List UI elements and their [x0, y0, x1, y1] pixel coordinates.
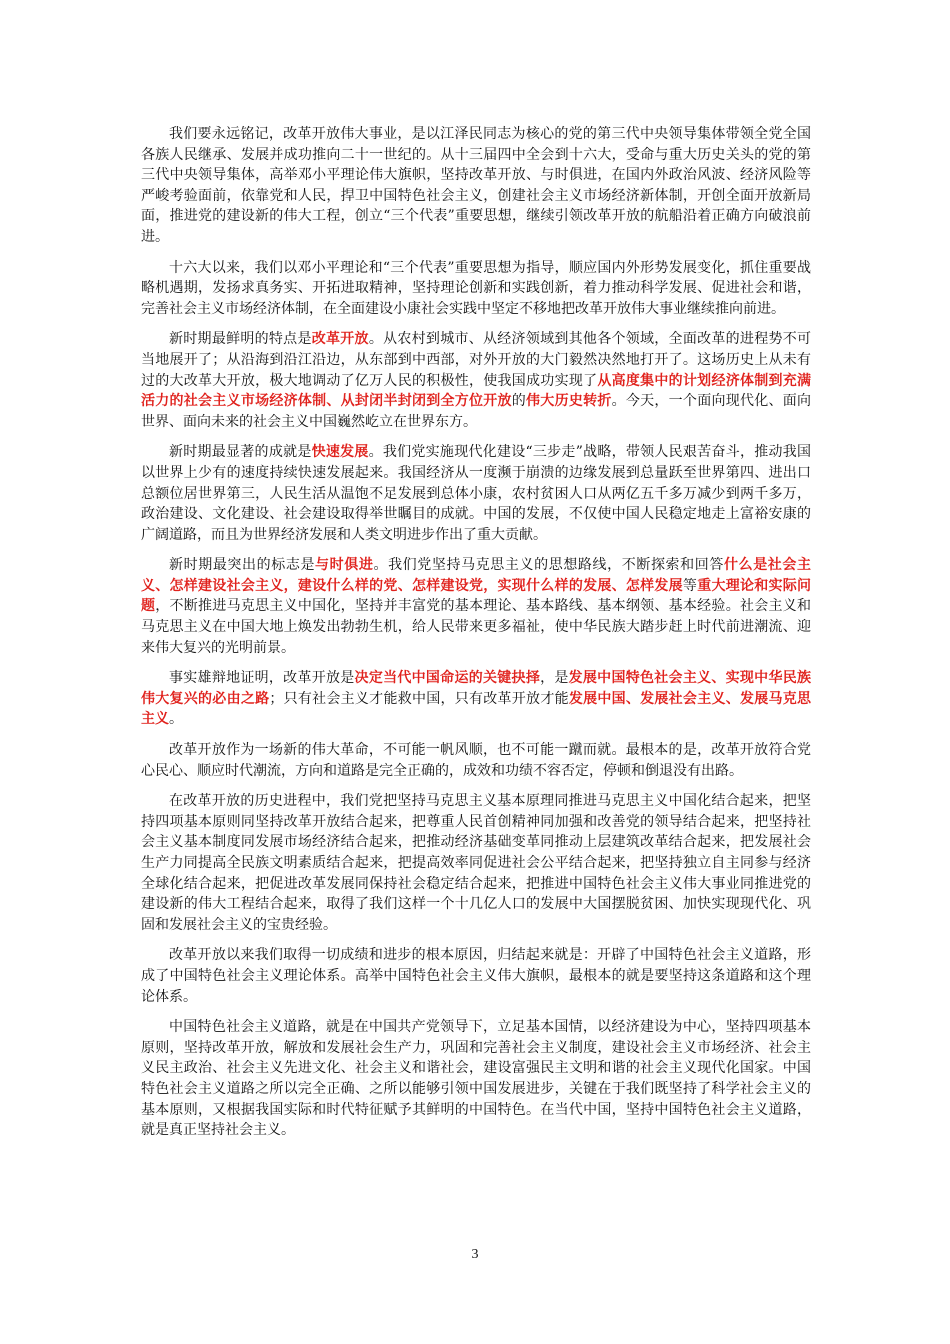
text-run: 等	[682, 577, 698, 594]
highlighted-text: 发展中国特色社会主义、实现中华民族伟大复兴的必由之路	[141, 670, 812, 707]
paragraph-10	[141, 1017, 811, 1141]
paragraph-8	[141, 791, 811, 935]
highlighted-text: 决定当代中国命运的关键抉择	[354, 670, 541, 687]
highlighted-text: 与时俱进	[315, 557, 374, 574]
paragraph-4	[141, 442, 811, 545]
highlighted-text: 改革开放	[311, 331, 369, 348]
text-run: 新时期最鲜明的特点是	[169, 331, 312, 348]
text-run: 中国特色社会主义道路，就是在中国共产党领导下，立足基本国情，以经济建设为中心，坚持四项基本原则，坚持改革开放，解放和发展社会生产力，巩固和完善社会主义制度，建设社会主义市场经济、社会主义民主政治、社会主义先进文化、社会主义和谐社会，建设富强民主文明和谐的社会主义现代化国家。中国特色社会主义道路之所以完全正确、之所以能够引领中国发展进步，关键在于我们既坚持了科学社会主义的基本原则，又根据我国实际和时代特征赋予其鲜明的中国特色。在当代中国，坚持中国特色社会主义道路，就是真正坚持社会主义。	[141, 1019, 811, 1139]
text-run: 十六大以来，我们以邓小平理论和“三个代表”重要思想为指导，顺应国内外形势发展变化，抓住重要战略机遇期，发扬求真务实、开拓进取精神，坚持理论创新和实践创新，着力推动科学发展、促进社会和谐，完善社会主义市场经济体制，在全面建设小康社会实践中坚定不移地把改革开放伟大事业继续推向前进。	[141, 259, 811, 317]
highlighted-text: 快速发展	[311, 444, 369, 461]
paragraph-7	[141, 740, 811, 781]
text-run: 事实雄辩地证明，改革开放是	[169, 670, 355, 687]
highlighted-text: 伟大历史转折	[526, 393, 612, 410]
text-run: 。我们党坚持马克思主义的思想路线，不断探索和回答	[373, 557, 724, 574]
text-run: 在改革开放的历史进程中，我们党把坚持马克思主义基本原理同推进马克思主义中国化结合起来，把坚持四项基本原则同坚持改革开放结合起来，把尊重人民首创精神同加强和改善党的领导结合起来，把坚持社会主义基本制度同发展市场经济结合起来，把推动经济基础变革同推动上层建筑改革结合起来，把发展社会生产力同提高全民族文明素质结合起来，把提高效率同促进社会公平结合起来，把坚持独立自主同参与经济全球化结合起来，把促进改革发展同保持社会稳定结合起来，把推进中国特色社会主义伟大事业同推进党的建设新的伟大工程结合起来，取得了我们这样一个十几亿人口的发展中大国摆脱贫困、加快实现现代化、巩固和发展社会主义的宝贵经验。	[141, 793, 811, 933]
paragraph-3	[141, 329, 811, 432]
text-run: 。	[169, 711, 183, 728]
text-run: 。从农村到城市、从经济领域到其他各个领域，全面改革的进程势不可当地展开了；从沿海到沿江沿边，从东部到中西部，对外开放的大门毅然决然地打开了。这场历史上从未有过的大改革大开放，极大地调动了亿万人民的积极性，使我国成功实现了	[141, 331, 812, 389]
text-run: 。我们党实施现代化建设“三步走”战略，带领人民艰苦奋斗，推动我国以世界上少有的速度持续快速发展起来。我国经济从一度濒于崩溃的边缘发展到总量跃至世界第四、进出口总额位居世界第三，人民生活从温饱不足发展到总体小康，农村贫困人口从两亿五千多万减少到两千多万，政治建设、文化建设、社会建设取得举世瞩目的成就。中国的发展，不仅使中国人民稳定地走上富裕安康的广阔道路，而且为世界经济发展和人类文明进步作出了重大贡献。	[141, 444, 811, 543]
text-run: 我们要永远铭记，改革开放伟大事业，是以江泽民同志为核心的党的第三代中央领导集体带领全党全国各族人民继承、发展并成功推向二十一世纪的。从十三届四中全会到十六大，受命与重大历史关头的党的第三代中央领导集体，高举邓小平理论伟大旗帜，坚持改革开放、与时俱进，在国内外政治风波、经济风险等严峻考验面前，依靠党和人民，捍卫中国特色社会主义，创建社会主义市场经济新体制，开创全面开放新局面，推进党的建设新的伟大工程，创立“三个代表”重要思想，继续引领改革开放的航船沿着正确方向破浪前进。	[141, 126, 811, 245]
paragraph-9	[141, 945, 811, 1007]
highlighted-text: 重大理论和实际问题	[141, 577, 812, 615]
highlighted-text: 什么是社会主义、怎样建设社会主义，建设什么样的党、怎样建设党，实现什么样的发展、怎样发展	[141, 557, 812, 594]
text-run: 。今天，一个面向现代化、面向世界、面向未来的社会主义中国巍然屹立在世界东方。	[141, 393, 812, 430]
highlighted-text: 发展中国、发展社会主义、发展马克思主义	[141, 690, 812, 728]
paragraph-2	[141, 258, 811, 320]
text-run: ，不断推进马克思主义中国化，坚持并丰富党的基本理论、基本路线、基本纲领、基本经验。社会主义和马克思主义在中国大地上焕发出勃勃生机，给人民带来更多福祉，使中华民族大踏步赶上时代前进潮流、迎来伟大复兴的光明前景。	[141, 598, 812, 656]
text-run: ；只有社会主义才能救中国，只有改革开放才能	[269, 690, 569, 707]
page-number: 3	[471, 1247, 479, 1262]
text-run: 新时期最显著的成就是	[169, 444, 312, 461]
text-run: 新时期最突出的标志是	[169, 557, 316, 574]
text-run: 的	[511, 393, 527, 410]
text-run: 改革开放以来我们取得一切成绩和进步的根本原因，归结起来就是：开辟了中国特色社会主义道路，形成了中国特色社会主义理论体系。高举中国特色社会主义伟大旗帜，最根本的就是要坚持这条道路和这个理论体系。	[141, 947, 811, 1005]
paragraph-5	[141, 555, 811, 658]
text-run: 改革开放作为一场新的伟大革命，不可能一帆风顺，也不可能一蹴而就。最根本的是，改革开放符合党心民心、顺应时代潮流，方向和道路是完全正确的，成效和功绩不容否定，停顿和倒退没有出路。	[141, 742, 811, 779]
paragraph-1	[141, 124, 811, 248]
document-body	[141, 124, 811, 1151]
paragraph-6	[141, 668, 811, 730]
text-run: ，是	[540, 670, 569, 687]
highlighted-text: 从高度集中的计划经济体制到充满活力的社会主义市场经济体制、从封闭半封闭到全方位开放	[141, 372, 812, 410]
